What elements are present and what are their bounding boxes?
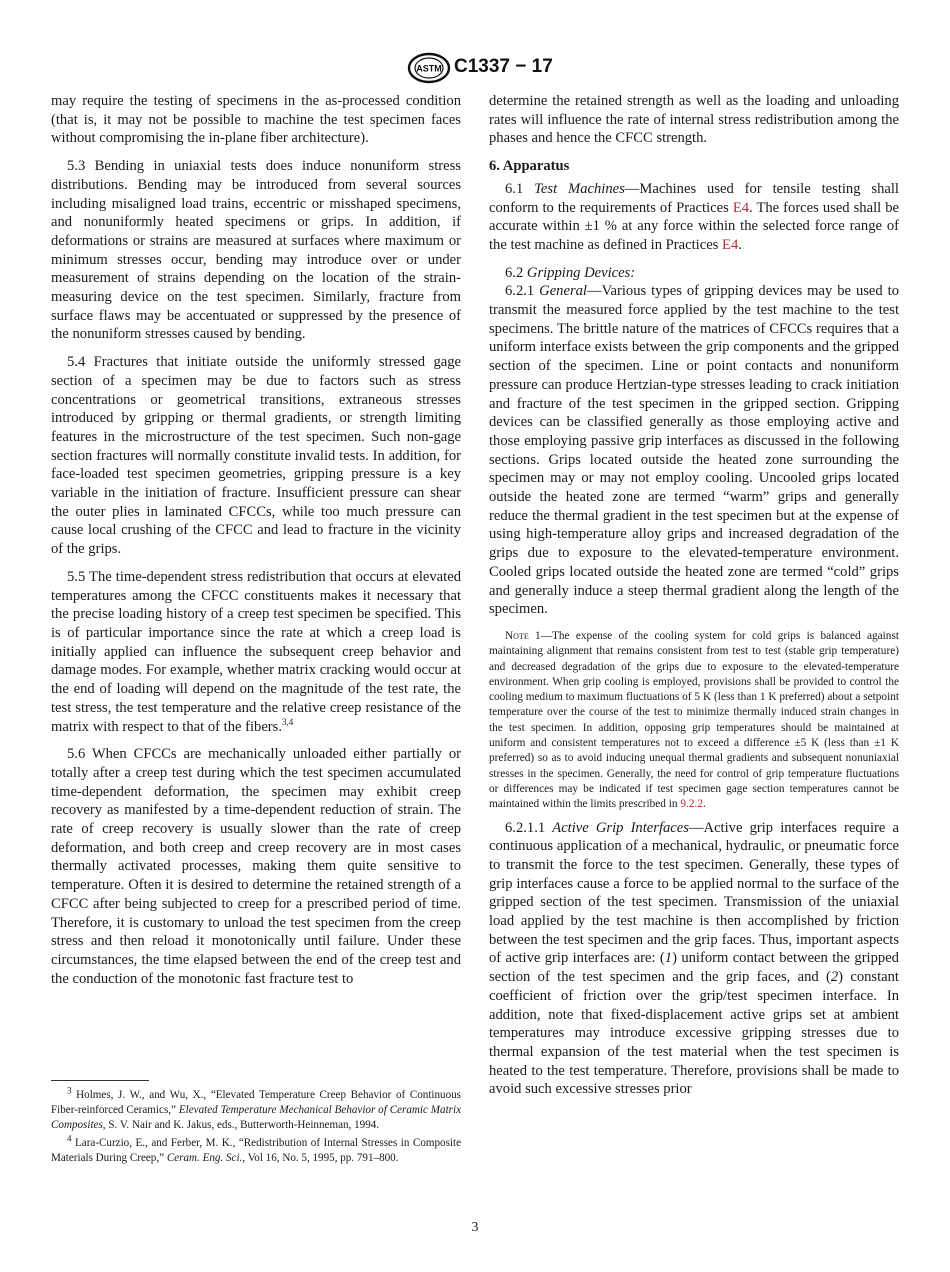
- paragraph-6-1: 6.1 Test Machines—Machines used for tensile testing shall conform to the requirements of Practices E4. The forces used shall be accurate within ±1 % at any force within the selected force range of the test machine as defined in Practices E4.: [489, 180, 899, 253]
- svg-text:ASTM: ASTM: [416, 63, 442, 74]
- footnotes: [51, 1085, 461, 1168]
- section-heading-apparatus: 6. Apparatus: [489, 158, 570, 175]
- reference-link-e4[interactable]: E4: [722, 236, 739, 253]
- paragraph-5-3: 5.3 Bending in uniaxial tests does induce nonuniform stress distributions. Bending may be introduced from several sources including misaligned load trains, eccentric or misshaped specimens, and nonuniformly heated specimens or grips. In addition, if deformations or strains are measured at surfaces where maximum or minimum stresses occur, bending may introduce over or under measurement of strains depending on the location of the strain-measuring device on the test specimen. Similarly, fracture from surface flaws may be accentuated or suppressed by the presence of the nonuniform stresses caused by bending.: [51, 158, 461, 343]
- paragraph-5-6: 5.6 When CFCCs are mechanically unloaded either partially or totally after a creep test during which the test specimen accumulated time-dependent deformation, the specimen may exhibit creep recovery as manifested by a time-dependent reduction of strain. The rate of creep recovery is usually slower than the rate of creep deformation, and both creep and creep recovery are in most cases thermally activated processes, making them quite sensitive to temperature. Often it is desired to determine the retained strength of a CFCC after being subjected to creep for a prescribed period of time. Therefore, it is customary to unload the test specimen from the creep stress and then reload it monotonically until failure. Under these circumstances, the time elapsed between the end of the creep test and the conduction of the monotonic fast fracture test to: [51, 746, 461, 987]
- paragraph-6-2: 6.2 Gripping Devices:: [505, 264, 636, 281]
- page-header: [0, 52, 950, 86]
- right-column: [489, 92, 899, 1099]
- footnote-3: $^3$ Holmes, J. W., and Wu, X., “Elevated Temperature Creep Behavior of Continuous Fiber-reinforced Ceramics,” Elevated Temperature Mechanical Behavior of Ceramic Matrix Composites, S. V. Nair and K. Jakus, eds., Butterworth-Heinneman, 1994.: [51, 1085, 461, 1132]
- note-1: Note 1—The expense of the cooling system for cold grips is balanced against maintaining alignment that remains consistent from test to test (stable grip temperature) and decreased degradation of the grips due to exposure to the elevated-temperature environment. When grip cooling is employed, provisions shall be provided to control the cooling medium to maximum fluctuations of 5 K (less than 1 K preferred) about a setpoint temperature over the course of the test to minimize thermally induced strain changes in the test specimen. In addition, opposing grip temperatures should be maintained at uniform and consistent temperatures not to exceed a difference ±5 K (less than ±1 K preferred) so as to avoid inducing unequal thermal gradients and subsequent nonuniaxial stresses in the specimen. Generally, the need for control of grip temperature fluctuations or differences may be indicated if test specimen gage section temperatures cannot be maintained within the limits prescribed in 9.2.2.: [489, 629, 899, 811]
- paragraph-continuation: determine the retained strength as well as the loading and unloading rates will influence the rate of internal stress redistribution among the phases and hence the CFCC strength.: [489, 93, 899, 147]
- footnote-4: $^4$ Lara-Curzio, E., and Ferber, M. K., “Redistribution of Internal Stresses in Composite Materials During Creep,” Ceram. Eng. Sci., Vol 16, No. 5, 1995, pp. 791–800.: [51, 1132, 461, 1164]
- footnote-divider: [51, 1080, 149, 1081]
- paragraph-6-2-1-1: 6.2.1.1 Active Grip Interfaces—Active grip interfaces require a continuous application of a mechanical, hydraulic, or pneumatic force to transmit the force to the test specimen. Generally, these types of grip interfaces cause a force to be applied normal to the surface of the gripped section of the test specimen. Transmission of the uniaxial load applied by the test machine is then accomplished by friction between the test specimen and the grip faces. Thus, important aspects of active grip interfaces are: (1) uniform contact between the gripped section of the test specimen and the grip faces, and (2) constant coefficient of friction over the grip/test specimen interface. In addition, note that fixed-displacement active grips set at ambient temperatures may introduce excessive gripping stresses due to thermal expansion of the test material when the test specimen is heated to the test temperature. Therefore, provisions shall be made to avoid such excessive stresses prior: [489, 819, 899, 1098]
- paragraph-5-5: 5.5 The time-dependent stress redistribution that occurs at elevated temperatures among the CFCC constituents makes it necessary that the precise loading history of a creep test specimen be specified. This is of particular importance since the rate at which a creep load is initially applied can influence the subsequent creep behavior and damage modes. For example, whether matrix cracking would occur at the end of loading will depend on the magnitude of the test rate, the test stress, the test temperature and the relative creep resistance of the matrix with respect to that of the fibers.$^{3,4}$: [51, 568, 461, 735]
- paragraph-5-4: 5.4 Fractures that initiate outside the uniformly stressed gage section of a specimen may be due to factors such as stress concentrations or geometrical transitions, extraneous stresses introduced by gripping or thermal gradients, or strength limiting features in the microstructure of the test specimen. Such non-gage section fractures will normally constitute invalid tests. In addition, for face-loaded test specimen geometries, gripping pressure is a key variable in the initiation of fracture. Insufficient pressure can shear the outer plies in laminated CFCCs, while too much pressure can cause local crushing of the CFCC and lead to fracture in the vicinity of the grips.: [51, 354, 461, 558]
- left-column: [51, 92, 461, 988]
- standard-designation: C1337 − 17: [454, 56, 553, 77]
- footnote-reference: 3,4: [282, 716, 294, 727]
- page-number: 3: [471, 1220, 479, 1235]
- reference-link-9-2-2[interactable]: 9.2.2: [680, 798, 703, 811]
- reference-link-e4[interactable]: E4: [732, 199, 750, 216]
- astm-logo-icon: [407, 52, 451, 84]
- paragraph-6-2-1: 6.2.1 General—Various types of gripping devices may be used to transmit the measured force applied by the test machine to the test specimens. The brittle nature of the matrices of CFCCs requires that a uniform interface exists between the grip components and the gripped section of the specimen. Line or point contacts and nonuniform pressure can produce Hertzian-type stresses leading to crack initiation and fracture of the test specimen in the gripped section. Gripping devices can be classified generally as those employing active and those employing passive grip interfaces as discussed in the following sections. Grips located outside the heated zone surrounding the specimen may or may not employ cooling. Uncooled grips located outside the heated zone are termed “warm” grips and generally reduce the thermal gradient in the test specimen but at the expense of using high-temperature alloy grips and increased degradation of the grips due to exposure to the elevated-temperature environment. Cooled grips located outside the heated zone are termed “cold” grips and generally induce a steep thermal gradient along the length of the specimen.: [489, 283, 900, 618]
- paragraph-continuation: may require the testing of specimens in the as-processed condition (that is, it may not be possible to machine the test specimen faces without compromising the in-plane fiber architecture).: [51, 93, 461, 147]
